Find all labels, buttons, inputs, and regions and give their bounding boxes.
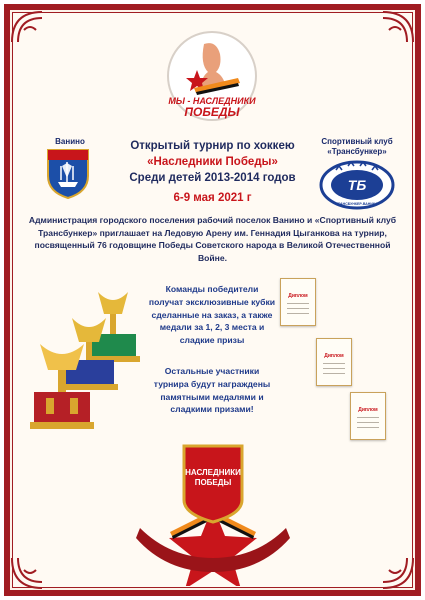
diploma-line (287, 313, 309, 314)
bottom-emblem (120, 436, 306, 586)
corner-ornament-icon (10, 556, 44, 590)
heirs-of-victory-emblem (164, 30, 260, 126)
trophy-cups-icon (28, 282, 148, 432)
diploma-title: Диплом (324, 353, 344, 359)
diploma-title: Диплом (288, 293, 308, 299)
corner-ornament-icon (381, 556, 415, 590)
logo-ring-text: ТРАНСБУНКЕР-ВАНИНО (335, 202, 379, 206)
emblem-text-line1: МЫ - НАСЛЕДНИКИ (168, 96, 256, 106)
svg-text:ТБ: ТБ (347, 177, 367, 193)
title-line1: Открытый турнир по хоккею (130, 140, 295, 152)
star-ribbon-emblem-icon (120, 436, 306, 586)
diploma-line (357, 427, 379, 428)
emblem-text-line2: ПОБЕДЫ (184, 105, 240, 119)
invitation-text: Администрация городского поселения рабочий поселок Ванино и «Спортивный клуб Трансбункер» приглашает на Ледовую Арену им. Геннадия Цыганкова на турнир, посвященный 76 годовщине Победы Советского народа в Великой Отечественной Войне. (28, 215, 397, 263)
diploma-title: Диплом (358, 407, 378, 413)
participants-prize-text: Остальные участники турнира будут награждены памятными медалями и сладкими призами! (153, 366, 271, 415)
diploma-line (287, 308, 309, 309)
diploma-line (287, 303, 309, 304)
diploma-line (357, 422, 379, 423)
bottom-emblem-line2: ПОБЕДЫ (194, 478, 232, 487)
title-line2: «Наследники Победы» (147, 156, 278, 168)
corner-ornament-icon (381, 10, 415, 44)
bottom-emblem-line1: НАСЛЕДНИКИ (185, 468, 241, 477)
diploma-card (280, 278, 316, 326)
club-label-line1: Спортивный клуб (321, 137, 393, 146)
event-date: 6-9 мая 2021 г (173, 192, 252, 204)
club-label-line2: «Трансбункер» (327, 147, 387, 156)
corner-ornament-icon (10, 10, 44, 44)
diploma-line (323, 368, 345, 369)
club-label (316, 137, 398, 157)
tournament-title (105, 138, 320, 186)
winners-prize-text: Команды победители получат эксклюзивные кубки сделанные на заказ, а также медали за 1, 2, 3 места и сладкие призы (148, 284, 276, 346)
title-line3: Среди детей 2013-2014 годов (129, 172, 296, 184)
diploma-line (357, 417, 379, 418)
vanino-label: Ванино (55, 137, 85, 146)
diploma-card (350, 392, 386, 440)
diploma-line (323, 363, 345, 364)
bottom-emblem-text (184, 468, 242, 488)
transbunker-logo (318, 158, 396, 210)
diploma-card (316, 338, 352, 386)
vanino-coat-of-arms-icon (46, 148, 90, 200)
diploma-line (323, 373, 345, 374)
